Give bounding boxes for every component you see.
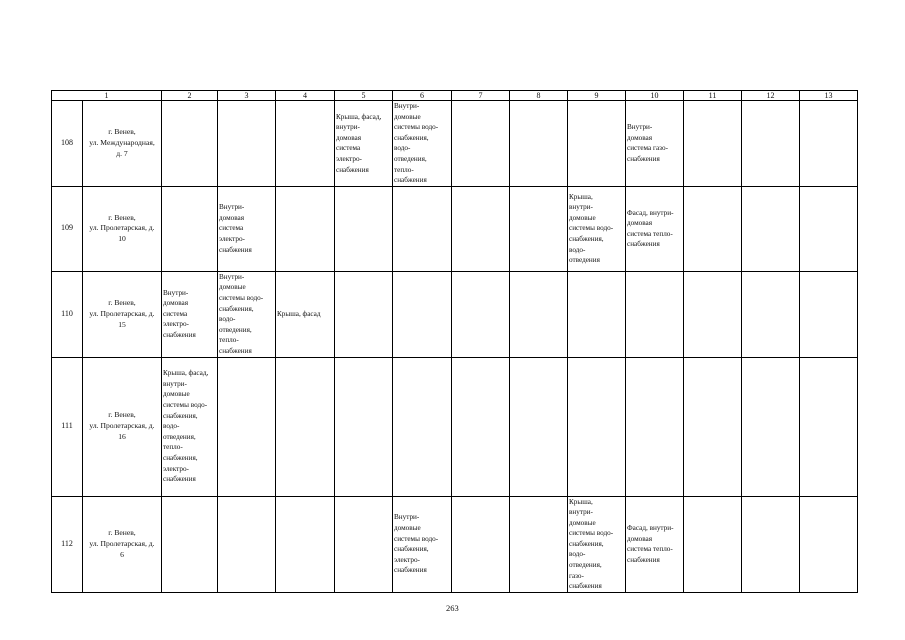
table-row <box>52 101 858 187</box>
work-text: Фасад, внутри- домовая система тепло- снабжения <box>627 523 674 564</box>
work-cell <box>218 271 276 357</box>
row-number: 112 <box>52 496 83 592</box>
work-cell <box>800 271 858 357</box>
address-text: г. Венев, ул. Международная, д. 7 <box>89 127 155 158</box>
work-cell <box>162 496 218 592</box>
work-cell <box>568 186 626 271</box>
header-cell: 5 <box>335 91 393 101</box>
work-cell <box>393 186 452 271</box>
work-text: Внутри- домовая система электро- снабжения <box>219 203 252 254</box>
work-cell <box>276 186 335 271</box>
work-cell <box>452 357 510 496</box>
work-cell <box>568 271 626 357</box>
row-number: 110 <box>52 271 83 357</box>
header-row <box>52 91 858 101</box>
work-text: Внутри- домовые системы водо- снабжения, водо- отведения, тепло- снабжения <box>394 102 439 185</box>
work-cell <box>742 357 800 496</box>
work-text: Фасад, внутри- домовая система тепло- снабжения <box>627 208 674 249</box>
header-cell: 13 <box>800 91 858 101</box>
work-cell <box>742 496 800 592</box>
header-cell: 4 <box>276 91 335 101</box>
work-cell <box>393 357 452 496</box>
work-cell <box>742 271 800 357</box>
address-cell <box>83 357 162 496</box>
work-cell <box>684 271 742 357</box>
work-cell <box>276 496 335 592</box>
address-text: г. Венев, ул. Пролетарская, д. 16 <box>89 410 155 441</box>
header-cell: 2 <box>162 91 218 101</box>
work-cell <box>684 186 742 271</box>
address-cell <box>83 186 162 271</box>
address-text: г. Венев, ул. Пролетарская, д. 6 <box>89 527 155 559</box>
work-cell <box>162 357 218 496</box>
work-cell <box>452 271 510 357</box>
work-text: Крыша, фасад, внутри- домовые системы водо- снабжения, водо- отведения, тепло- снабжения, электро- снабжения <box>163 369 209 484</box>
work-cell <box>162 271 218 357</box>
work-cell <box>218 357 276 496</box>
work-cell <box>800 357 858 496</box>
row-number: 109 <box>52 186 83 271</box>
header-cell: 8 <box>510 91 568 101</box>
work-cell <box>684 101 742 187</box>
work-text: Крыша, внутри- домовые системы водо- снабжения, водо- отведения <box>569 192 614 265</box>
table-row <box>52 357 858 496</box>
address-text: г. Венев, ул. Пролетарская, д. 15 <box>89 297 155 329</box>
work-text: Внутри- домовые системы водо- снабжения, водо- отведения, тепло- снабжения <box>219 272 264 355</box>
address-cell <box>83 496 162 592</box>
row-number: 111 <box>52 357 83 496</box>
work-cell <box>510 186 568 271</box>
work-cell <box>452 496 510 592</box>
work-cell <box>684 357 742 496</box>
header-cell: 9 <box>568 91 626 101</box>
work-cell <box>335 186 393 271</box>
work-cell <box>510 357 568 496</box>
repair-schedule-table <box>51 90 858 593</box>
table-row <box>52 271 858 357</box>
work-cell <box>335 101 393 187</box>
work-cell <box>452 186 510 271</box>
work-cell <box>393 496 452 592</box>
work-cell <box>742 101 800 187</box>
table-row <box>52 186 858 271</box>
work-text: Крыша, фасад <box>277 309 321 318</box>
work-cell <box>742 186 800 271</box>
address-text: г. Венев, ул. Пролетарская, д. 10 <box>89 212 155 244</box>
work-text: Внутри- домовая система электро- снабжения <box>163 288 196 340</box>
work-cell <box>626 186 684 271</box>
work-text: Внутри- домовая система газо- снабжения <box>627 123 668 163</box>
work-cell <box>393 271 452 357</box>
header-cell: 10 <box>626 91 684 101</box>
work-cell <box>335 271 393 357</box>
table-row <box>52 496 858 592</box>
page-number: 263 <box>446 603 459 613</box>
header-cell: 7 <box>452 91 510 101</box>
work-cell <box>684 496 742 592</box>
work-cell <box>626 101 684 187</box>
work-cell <box>800 101 858 187</box>
work-cell <box>276 357 335 496</box>
work-cell <box>510 496 568 592</box>
work-cell <box>452 101 510 187</box>
work-cell <box>800 186 858 271</box>
work-cell <box>162 101 218 187</box>
work-cell <box>218 496 276 592</box>
work-text: Внутри- домовые системы водо- снабжения, электро- снабжения <box>394 513 439 575</box>
work-text: Крыша, фасад, внутри- домовая система электро- снабжения <box>336 112 382 174</box>
work-cell <box>276 271 335 357</box>
work-cell <box>568 357 626 496</box>
address-cell <box>83 271 162 357</box>
work-cell <box>162 186 218 271</box>
work-cell <box>568 496 626 592</box>
header-cell: 12 <box>742 91 800 101</box>
header-cell: 1 <box>52 91 162 101</box>
work-cell <box>568 101 626 187</box>
work-cell <box>626 357 684 496</box>
header-cell: 6 <box>393 91 452 101</box>
work-cell <box>510 101 568 187</box>
work-cell <box>218 186 276 271</box>
header-cell: 11 <box>684 91 742 101</box>
work-cell <box>626 496 684 592</box>
work-cell <box>510 271 568 357</box>
work-cell <box>335 496 393 592</box>
work-cell <box>335 357 393 496</box>
header-cell: 3 <box>218 91 276 101</box>
work-cell <box>626 271 684 357</box>
work-text: Крыша, внутри- домовые системы водо- снабжения, водо- отведения, газо- снабжения <box>569 497 614 591</box>
work-cell <box>218 101 276 187</box>
row-number: 108 <box>52 101 83 187</box>
address-cell <box>83 101 162 187</box>
work-cell <box>276 101 335 187</box>
work-cell <box>800 496 858 592</box>
work-cell <box>393 101 452 187</box>
